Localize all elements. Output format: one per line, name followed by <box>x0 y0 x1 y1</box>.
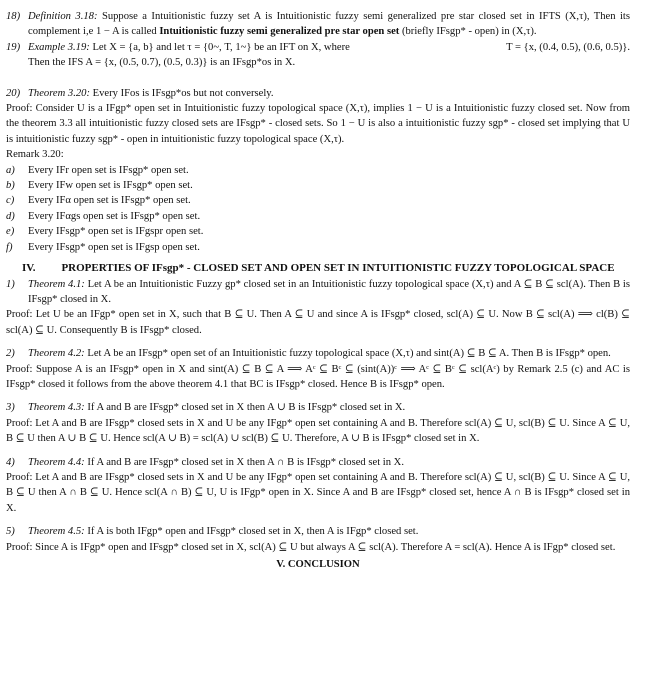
proof-4-3: Proof: Let A and B are IFsgp* closed sets in X and U be any IFgp* open set containing A and B. Therefore scl(A) ⊆ U, scl(B) ⊆ U. Since A ⊆ U, B ⊆ U then A ∪ B ⊆ U. Hence scl(A ∪ B) = scl(A) ∪ scl(B) ⊆ U. Therefore, A ∪ B is IFsgp* closed set in X. <box>6 417 630 445</box>
theorem-text: Every IFos is IFsgp*os but not conversely. <box>92 87 274 99</box>
remark-3-20: Remark 3.20: <box>6 149 64 161</box>
list-text: Every IFα open set is IFsgp* open set. <box>28 195 191 207</box>
theorem-label: Theorem 4.4: <box>28 456 85 468</box>
theorem-4-4 <box>6 455 630 470</box>
list-text: Every IFαgs open set is IFsgp* open set. <box>28 210 201 222</box>
list-item <box>6 209 630 224</box>
list-text: Every IFsgp* open set is IFgsp open set. <box>28 241 200 253</box>
definition-text: Suppose a Intuitionistic fuzzy set A is Intuitionistic fuzzy semi generalized pre star closed set in IFTS (X,τ), Then its complement i,e 1 − A is called <box>28 11 630 38</box>
proof-4-5: Proof: Since A is IFgp* open and IFsgp* closed set in X, scl(A) ⊆ U but always A ⊆ scl(A). Therefore A = scl(A). Hence A is IFgp* closed set. <box>6 541 616 553</box>
definition-label: Definition 3.18: <box>28 11 98 22</box>
proof-4-2: Proof: Suppose A is an IFsgp* open in X and sint(A) ⊆ B ⊆ A ⟹ Aᶜ ⊆ Bᶜ ⊆ (sint(A))ᶜ ⟹ Aᶜ ⊆ Bᶜ ⊆ scl(Aᶜ) by Remark 2.5 (c) and AC is IFsgp* closed it follows from the above theorem 4.1 that BC is IFsgp* closed. Hence B is IFsgp* open. <box>6 363 630 390</box>
definition-tail: (briefly IFsgp* - open) in (X,τ). <box>401 26 537 38</box>
list-marker: e) <box>6 226 15 238</box>
section-title: PROPERTIES OF IFsgp* - CLOSED SET AND OPEN SET IN INTUITIONISTIC FUZZY TOPOLOGICAL SPACE <box>61 262 615 275</box>
list-item <box>6 240 630 255</box>
theorem-label: Theorem 3.20: <box>28 87 90 99</box>
list-marker: c) <box>6 195 15 207</box>
list-text: Every IFw open set is IFsgp* open set. <box>28 180 193 192</box>
paper-page <box>6 9 630 570</box>
theorem-label: Theorem 4.2: <box>28 348 85 360</box>
theorem-label: Theorem 4.5: <box>28 526 85 538</box>
proof-4-4: Proof: Let A and B are IFsgp* closed sets in X and U be any IFgp* open set containing A and B. Therefore scl(A) ⊆ U, scl(B) ⊆ U. Since A ⊆ U, B ⊆ U then A ∩ B ⊆ U. Hence scl(A ∩ B) ⊆ U, U is IFgp* open in X. Since A and B are IFsgp* closed set, hence A ∩ B is IFsgp* closed set in X. <box>6 471 630 514</box>
example-label: Example 3.19: <box>28 41 90 53</box>
list-marker: d) <box>6 210 15 222</box>
list-item <box>6 163 630 178</box>
theorem-4-3 <box>6 400 630 415</box>
item-number: 2) <box>6 348 15 360</box>
theorem-text: If A and B are IFsgp* closed set in X then A ∪ B is IFsgp* closed set in X. <box>87 402 406 414</box>
theorem-text: Let A be an IFsgp* open set of an Intuitionistic fuzzy topological space (X,τ) and sint(A) ⊆ B ⊆ A. Then B is IFsgp* open. <box>87 348 611 360</box>
proof-3-20: Proof: Consider U is a IFgp* open set in Intuitionistic fuzzy topological space (X,τ), implies 1 − U is a Intuitionistic fuzzy closed set. Now from the theorem 3.3 all intuitionistic fuzzy closed sets are IFsgp* - closed sets. So 1 − U is also a intuitionistic fuzzy sgp* - closed set implying that U is intuitionistic fuzzy sgp* - open in intuitionistic fuzzy topological space (X,τ). <box>6 103 630 145</box>
theorem-text: Let A be an Intuitionistic Fuzzy gp* closed set in an Intuitionistic fuzzy topological space (X,τ) and A ⊆ B ⊆ scl(A). Then B is IFsgp* closed in X. <box>28 278 630 305</box>
list-text: Every IFr open set is IFsgp* open set. <box>28 164 189 176</box>
theorem-3-20 <box>6 86 630 101</box>
example-3-19 <box>6 40 630 71</box>
example-text: Let X = {a, b} and let τ = {0~, T, 1~} be an IFT on X, where <box>92 41 350 53</box>
list-marker: f) <box>6 241 13 253</box>
remark-list <box>6 163 630 255</box>
list-marker: a) <box>6 164 15 176</box>
theorem-4-2 <box>6 346 630 361</box>
item-number: 19) <box>6 41 21 53</box>
list-item <box>6 224 630 239</box>
section-number: IV. <box>22 262 36 275</box>
theorem-label: Theorem 4.3: <box>28 402 85 414</box>
theorem-4-1 <box>6 277 630 308</box>
section-heading <box>6 261 630 276</box>
list-text: Every IFsgp* open set is IFgspr open set. <box>28 226 204 238</box>
item-number: 3) <box>6 402 15 414</box>
list-marker: b) <box>6 180 15 192</box>
item-number: 5) <box>6 526 15 538</box>
list-item <box>6 178 630 193</box>
example-topology: T = {x, (0.4, 0.5), (0.6, 0.5)}. <box>506 41 630 53</box>
theorem-text: If A is both IFgp* open and IFsgp* closed set in X, then A is IFgp* closed set. <box>87 526 419 538</box>
list-item <box>6 193 630 208</box>
definition-3-18 <box>6 9 630 40</box>
item-number: 18) <box>6 11 21 22</box>
example-conclusion: Then the IFS A = {x, (0.5, 0.7), (0.5, 0.3)} is an IFsgp*os in X. <box>28 57 296 69</box>
theorem-4-5 <box>6 524 630 539</box>
proof-4-1: Proof: Let U be an IFgp* open set in X, such that B ⊆ U. Then A ⊆ U and since A is IFsgp* closed, scl(A) ⊆ U. Now B ⊆ scl(A) ⟹ cl(B) ⊆ scl(A) ⊆ U. Consequently B is IFsgp* closed. <box>6 309 630 336</box>
item-number: 20) <box>6 87 21 99</box>
definition-term: Intuitionistic fuzzy semi generalized pre star open set <box>159 26 400 38</box>
item-number: 1) <box>6 278 15 290</box>
item-number: 4) <box>6 456 15 468</box>
theorem-label: Theorem 4.1: <box>28 278 85 290</box>
theorem-text: If A and B are IFsgp* closed set in X then A ∩ B is IFsgp* closed set in X. <box>87 456 404 468</box>
next-section-heading: V. CONCLUSION <box>276 559 360 570</box>
